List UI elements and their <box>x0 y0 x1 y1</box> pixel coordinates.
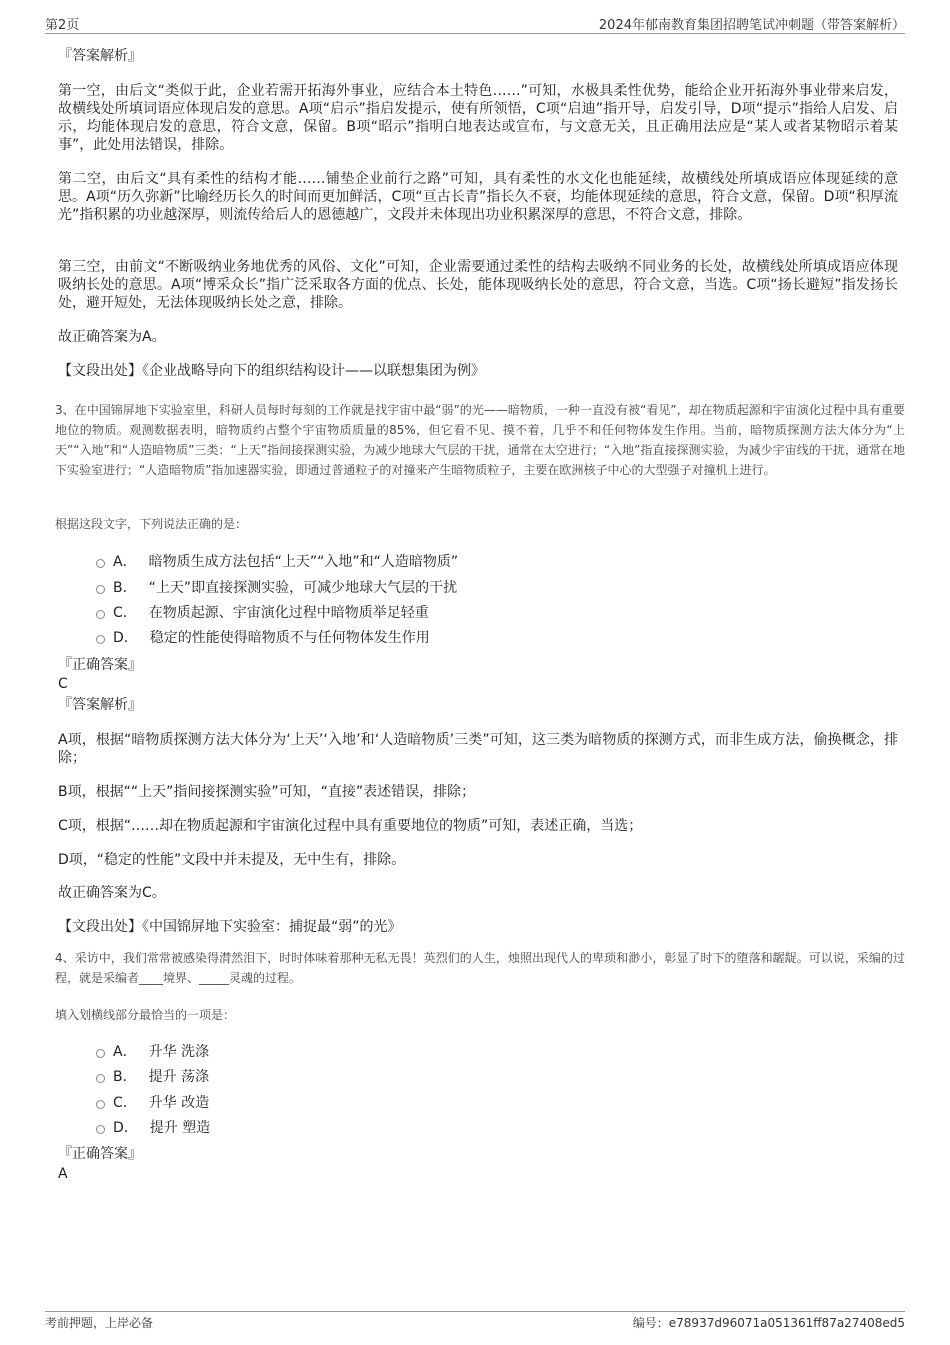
page-footer <box>45 1314 905 1332</box>
q2-analysis-label: 『答案解析』 <box>58 48 142 64</box>
radio-button[interactable] <box>96 1125 105 1134</box>
page-number: 第2页 <box>45 18 80 33</box>
radio-button[interactable] <box>96 1100 105 1109</box>
header-divider <box>45 33 905 34</box>
radio-button[interactable] <box>96 559 105 568</box>
q4-option-c[interactable]: C． 升华 改造 <box>96 1091 209 1113</box>
radio-button[interactable] <box>96 610 105 619</box>
q3-option-c[interactable]: C． 在物质起源、宇宙演化过程中暗物质举足轻重 <box>96 601 429 623</box>
radio-button[interactable] <box>96 1049 105 1058</box>
q4-stem: 4、采访中，我们常常被感染得潸然泪下，时时体味着那种无私无畏！英烈们的人生，烛照出现代人的卑琐和渺小，彰显了时下的堕落和龌龊。可以说，采编的过程，就是采编者____境界、_____灵魂的过程。 <box>55 951 905 985</box>
q3-stem: 3、在中国锦屏地下实验室里，科研人员每时每刻的工作就是找宇宙中最“弱”的光——暗物质，一种一直没有被“看见”，却在物质起源和宇宙演化过程中具有重要地位的物质。观测数据表明，暗物质约占整个宇宙物质质量的85%，但它看不见、摸不着，几乎不和任何物体发生作用。当前，暗物质探测方法大体分为“上天”“入地”和“人造暗物质”三类：“上天”指间接探测实验，为减少地球大气层的干扰，通常在太空进行；“入地”指直接探测实验，为减少宇宙线的干扰，通常在地下实验室进行；“人造暗物质”指加速器实验，即通过普通粒子的对撞来产生暗物质粒子，主要在欧洲核子中心的大型强子对撞机上进行。 <box>55 403 905 477</box>
q3-option-b[interactable]: B． “上天”即直接探测实验，可减少地球大气层的干扰 <box>96 576 457 598</box>
q4-option-d[interactable]: D． 提升 塑造 <box>96 1116 210 1138</box>
q3-prompt: 根据这段文字，下列说法正确的是： <box>55 517 248 531</box>
radio-button[interactable] <box>96 635 105 644</box>
q3-analysis-c: C项，根据“……却在物质起源和宇宙演化过程中具有重要地位的物质”可知，表述正确，当选； <box>58 818 643 834</box>
q3-source: 【文段出处】《中国锦屏地下实验室：捕捉最“弱”的光》 <box>58 919 402 935</box>
q3-correct-label: 『正确答案』 <box>58 657 142 673</box>
q2-analysis-paragraph-1: 第一空，由后文“类似于此，企业若需开拓海外事业，应结合本土特色……”可知，水极具柔性优势，能给企业开拓海外事业带来启发，故横线处所填词语应体现启发的意思。A项“启示”指启发提示，使有所领悟，C项“启迪”指开导，启发引导，D项“提示”指给人启发、启示，均能体现启发的意思，符合文意，保留。B项“昭示”指明白地表达或宣布，与文意无关，且正确用法应是“某人或者某物昭示着某事”，此处用法错误，排除。 <box>58 83 898 153</box>
q2-conclusion: 故正确答案为A。 <box>58 329 166 345</box>
q3-analysis-label: 『答案解析』 <box>58 697 142 713</box>
q2-analysis-paragraph-2: 第二空，由后文“具有柔性的结构才能……铺垫企业前行之路”可知，具有柔性的水文化也能延续，故横线处所填成语应体现延续的意思。A项“历久弥新”比喻经历长久的时间而更加鲜活，C项“亘古长青”指长久不衰，均能体现延续的意思，符合文意，保留。D项“积厚流光”指积累的功业越深厚，则流传给后人的恩德越广，文段并未体现出功业积累深厚的意思，不符合文意，排除。 <box>58 171 898 223</box>
document-serial: 编号：e78937d96071a051361ff87a27408ed5 <box>632 1316 905 1330</box>
q3-option-a[interactable]: A． 暗物质生成方法包括“上天”“入地”和“人造暗物质” <box>96 550 458 572</box>
footer-divider <box>45 1311 905 1312</box>
q3-correct-answer: C <box>58 676 68 692</box>
q3-analysis-a: A项，根据“暗物质探测方法大体分为‘上天’‘入地’和‘人造暗物质’三类”可知，这三类为暗物质的探测方式，而非生成方法，偷换概念，排除； <box>58 732 898 766</box>
document-title: 2024年郁南教育集团招聘笔试冲刺题（带答案解析） <box>598 18 905 33</box>
q4-option-a[interactable]: A． 升华 洗涤 <box>96 1040 209 1062</box>
q3-conclusion: 故正确答案为C。 <box>58 885 166 901</box>
q2-analysis-paragraph-3: 第三空，由前文“不断吸纳业务地优秀的风俗、文化”可知，企业需要通过柔性的结构去吸纳不同业务的长处，故横线处所填成语应体现吸纳长处的意思。A项“博采众长”指广泛采取各方面的优点、长处，能体现吸纳长处的意思，符合文意，当选。C项“扬长避短”指发扬长处，避开短处，无法体现吸纳长处之意，排除。 <box>58 259 898 311</box>
q3-option-d[interactable]: D． 稳定的性能使得暗物质不与任何物体发生作用 <box>96 626 430 648</box>
q4-correct-label: 『正确答案』 <box>58 1146 142 1162</box>
q4-prompt: 填入划横线部分最恰当的一项是： <box>55 1008 236 1022</box>
q4-option-b[interactable]: B． 提升 荡涤 <box>96 1065 209 1087</box>
q3-analysis-d: D项，“稳定的性能”文段中并未提及，无中生有，排除。 <box>58 852 406 868</box>
footer-slogan: 考前押题，上岸必备 <box>45 1316 154 1330</box>
radio-button[interactable] <box>96 585 105 594</box>
radio-button[interactable] <box>96 1074 105 1083</box>
q2-source: 【文段出处】《企业战略导向下的组织结构设计——以联想集团为例》 <box>58 363 485 379</box>
q3-analysis-b: B项，根据““上天”指间接探测实验”可知，“直接”表述错误，排除； <box>58 784 476 800</box>
page-header <box>45 14 905 34</box>
q4-correct-answer: A <box>58 1166 68 1182</box>
